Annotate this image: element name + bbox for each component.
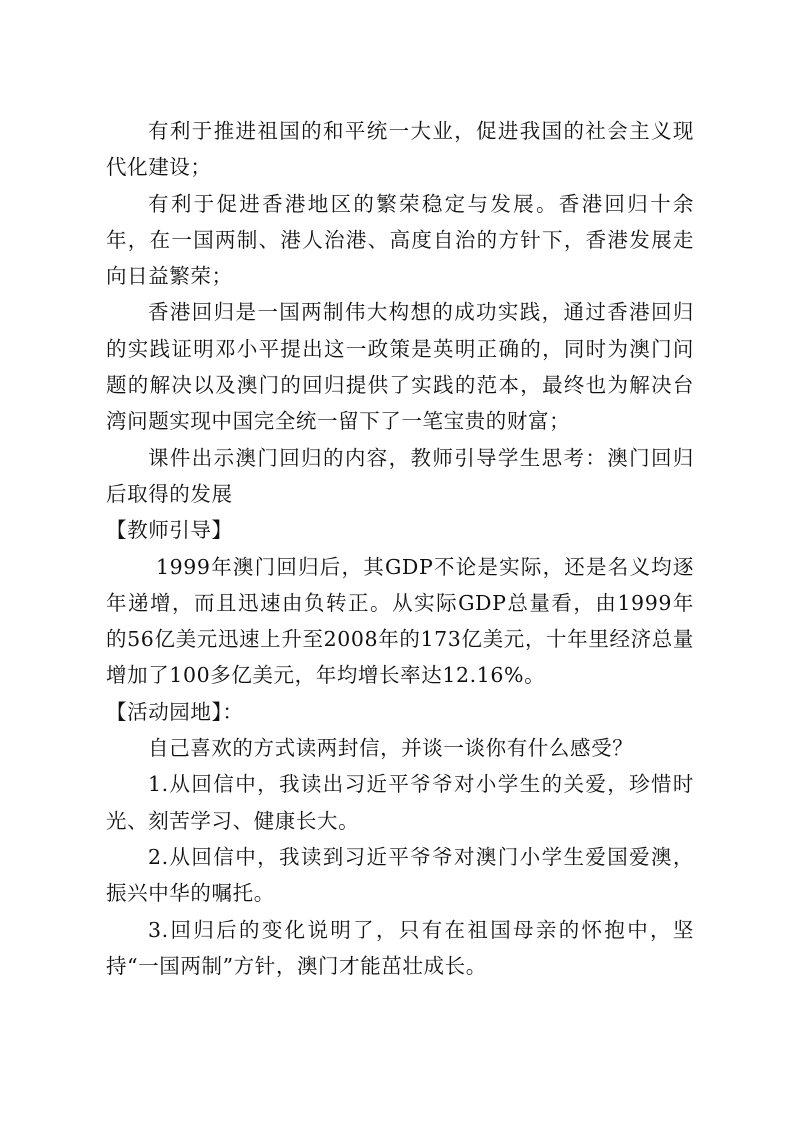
activity-intro: 自己喜欢的方式读两封信，并谈一谈你有什么感受？ — [148, 736, 634, 761]
activity-item-2: 2.从回信中，我读到习近平爷爷对澳门小学生爱国爱澳，振兴中华的嘱托。 — [106, 844, 694, 906]
paragraph-macau-courseware: 课件出示澳门回归的内容，教师引导学生思考：澳门回归后取得的发展 — [106, 445, 694, 506]
paragraph-one-country-two-systems: 香港回归是一国两制伟大构想的成功实践，通过香港回归的实践证明邓小平提出这一政策是英明正确的，同时为澳门问题的解决以及澳门的回归提供了实践的范本，最终也为解决台湾问题实现中国完全统一留下了一笔宝贵的财富； — [106, 300, 694, 434]
document-body — [106, 113, 694, 984]
activity-item-1: 1.从回信中，我读出习近平爷爷对小学生的关爱，珍惜时光、刻苦学习、健康长大。 — [106, 772, 694, 833]
heading-teacher-guidance: 【教师引导】 — [106, 518, 233, 543]
activity-item-3: 3.回归后的变化说明了，只有在祖国母亲的怀抱中，坚持“一国两制”方针，澳门才能茁壮成长。 — [106, 917, 694, 978]
heading-activity-area: 【活动园地】： — [106, 699, 244, 724]
paragraph-hongkong-prosperity: 有利于促进香港地区的繁荣稳定与发展。香港回归十余年，在一国两制、港人治港、高度自治的方针下，香港发展走向日益繁荣； — [106, 191, 694, 289]
paragraph-reunification-benefit: 有利于推进祖国的和平统一大业，促进我国的社会主义现代化建设； — [106, 119, 694, 180]
paragraph-macau-gdp: 1999年澳门回归后，其GDP不论是实际，还是名义均逐年递增，而且迅速由负转正。从实际GDP总量看，由1999年的56亿美元迅速上升至2008年的173亿美元，十年里经济总量增加了100多亿美元，年均增长率达12.16%。 — [106, 554, 694, 688]
